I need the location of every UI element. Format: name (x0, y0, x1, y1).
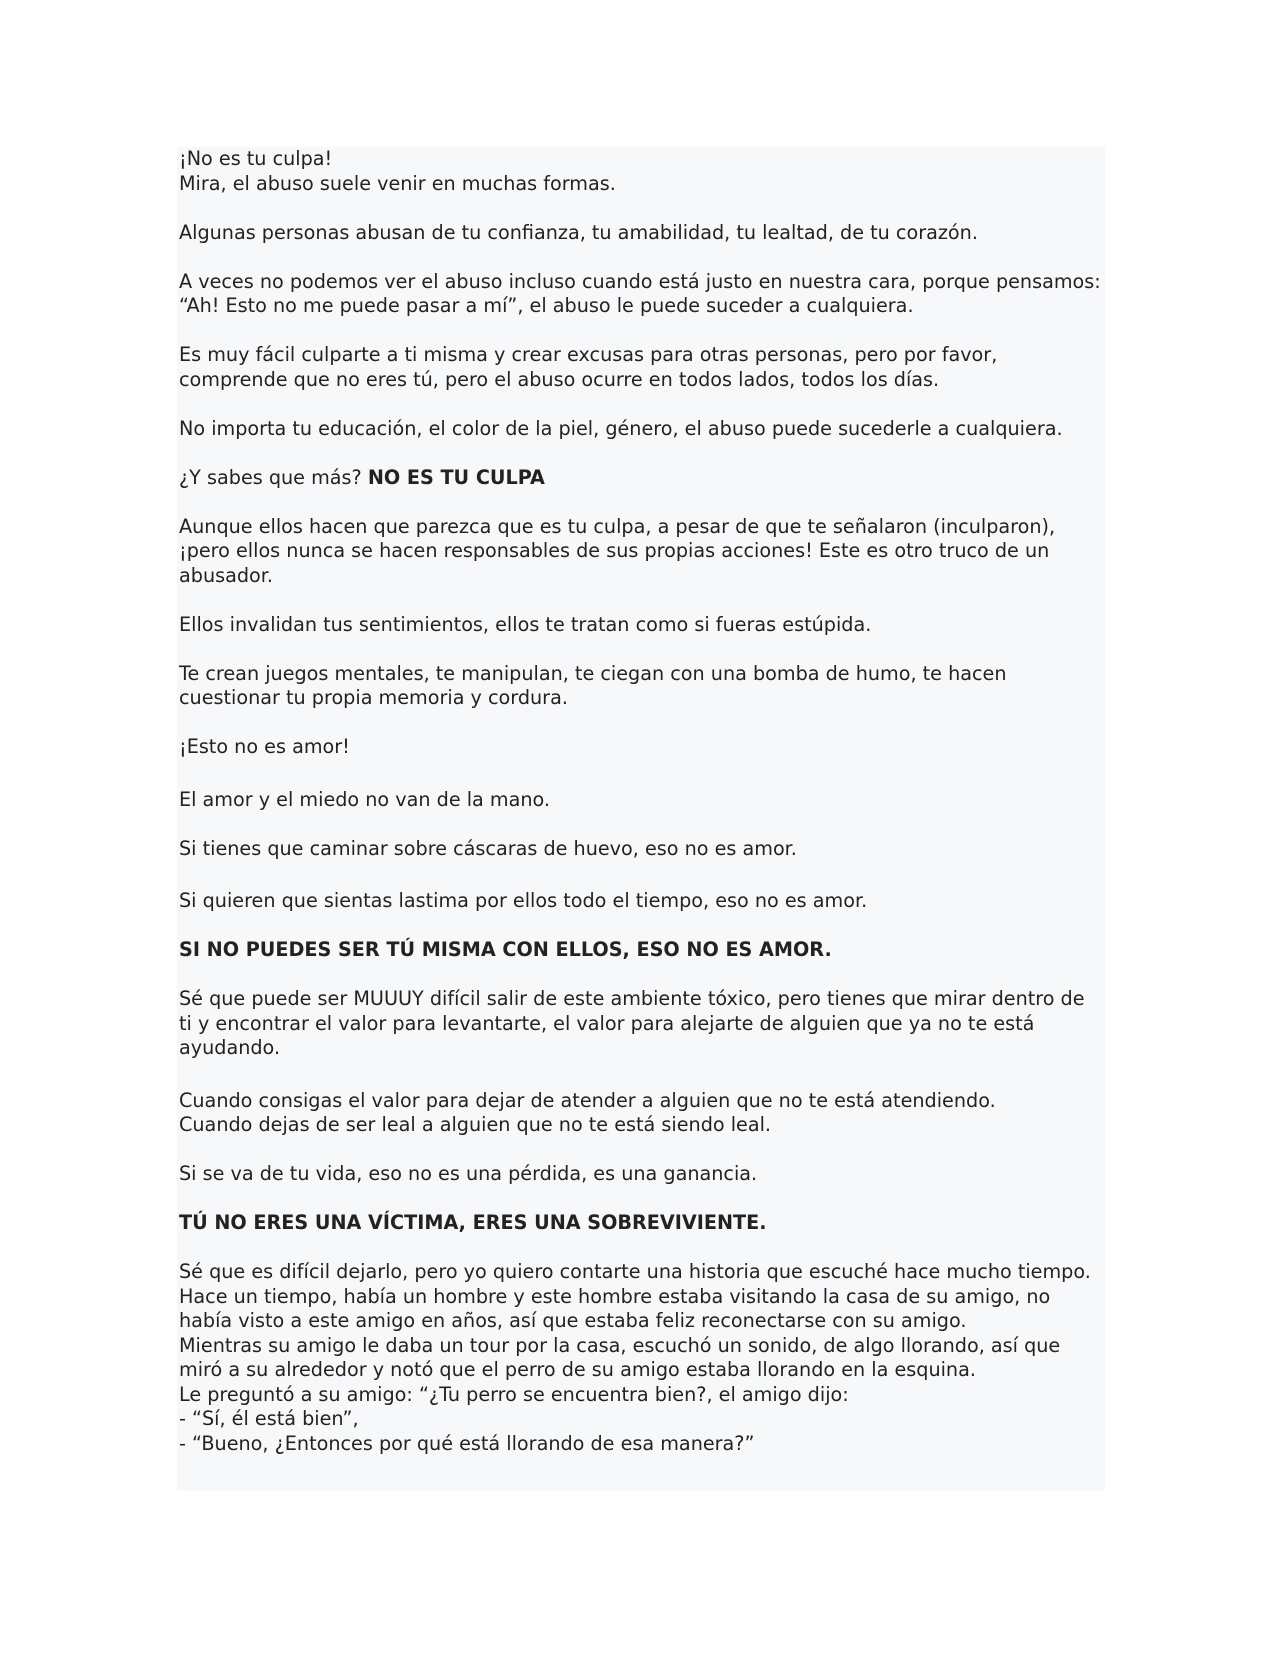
paragraph: Aunque ellos hacen que parezca que es tu culpa, a pesar de que te señalaron (inculparon), ¡pero ellos nunca se hacen responsables de sus propias acciones! Este es otro truco de un abusador. (179, 514, 1056, 587)
paragraph (179, 1089, 1103, 1138)
text-line: Hace un tiempo, había un hombre y este hombre estaba visitando la casa de su amigo, no había visto a este amigo en años, así que estaba feliz reconectarse con su amigo. (179, 1284, 1051, 1332)
text-line: Le preguntó a su amigo: “¿Tu perro se encuentra bien?, el amigo dijo: (179, 1382, 849, 1406)
paragraph: A veces no podemos ver el abuso incluso cuando está justo en nuestra cara, porque pensamos: “Ah! Esto no me puede pasar a mí”, el abuso le puede suceder a cualquiera. (179, 269, 1101, 317)
text-line: ¡No es tu culpa! (179, 147, 333, 170)
emphasis-heading: SI NO PUEDES SER TÚ MISMA CON ELLOS, ESO NO ES AMOR. (179, 938, 832, 961)
text-line: Sé que es difícil dejarlo, pero yo quiero contarte una historia que escuché hace mucho tiempo. (179, 1260, 1091, 1283)
text-line: Mira, el abuso suele venir en muchas formas. (179, 171, 616, 195)
paragraph: Te crean juegos mentales, te manipulan, te ciegan con una bomba de humo, te hacen cuestionar tu propia memoria y cordura. (179, 661, 1007, 709)
emphasis-text: NO ES TU CULPA (367, 465, 545, 489)
paragraph: Si tienes que caminar sobre cáscaras de huevo, eso no es amor. (179, 836, 797, 860)
emphasis-heading: TÚ NO ERES UNA VÍCTIMA, ERES UNA SOBREVIVIENTE. (179, 1211, 767, 1234)
paragraph: ¡Esto no es amor! (179, 735, 350, 758)
paragraph: Si quieren que sientas lastima por ellos todo el tiempo, eso no es amor. (179, 889, 868, 912)
text-line: - “Bueno, ¿Entonces por qué está llorando de esa manera?” (179, 1431, 755, 1455)
paragraph (179, 147, 1103, 196)
paragraph: Ellos invalidan tus sentimientos, ellos te tratan como si fueras estúpida. (179, 612, 872, 636)
paragraph: Algunas personas abusan de tu confianza, tu amabilidad, tu lealtad, de tu corazón. (179, 220, 978, 244)
text-line: Cuando consigas el valor para dejar de atender a alguien que no te está atendiendo. (179, 1088, 996, 1112)
paragraph (179, 466, 1103, 491)
paragraph: Si se va de tu vida, eso no es una pérdida, es una ganancia. (179, 1162, 758, 1185)
paragraph: Es muy fácil culparte a ti misma y crear excusas para otras personas, pero por favor, comprende que no eres tú, pero el abuso ocurre en todos lados, todos los días. (179, 343, 998, 391)
paragraph (179, 1260, 1103, 1456)
text-span: ¿Y sabes que más? (179, 465, 368, 489)
text-line: Cuando dejas de ser leal a alguien que no te está siendo leal. (179, 1113, 772, 1136)
text-line: - “Sí, él está bien”, (179, 1407, 359, 1430)
document-text-block (177, 147, 1105, 1491)
text-line: Mientras su amigo le daba un tour por la casa, escuchó un sonido, de algo llorando, así que miró a su alrededor y notó que el perro de su amigo estaba llorando en la esquina. (179, 1333, 1061, 1381)
paragraph: Sé que puede ser MUUUY difícil salir de este ambiente tóxico, pero tienes que mirar dentro de ti y encontrar el valor para levantarte, el valor para alejarte de alguien que ya no te está ayudando. (179, 987, 1085, 1059)
paragraph: No importa tu educación, el color de la piel, género, el abuso puede sucederle a cualquiera. (179, 416, 1063, 440)
paragraph: El amor y el miedo no van de la mano. (179, 787, 551, 811)
